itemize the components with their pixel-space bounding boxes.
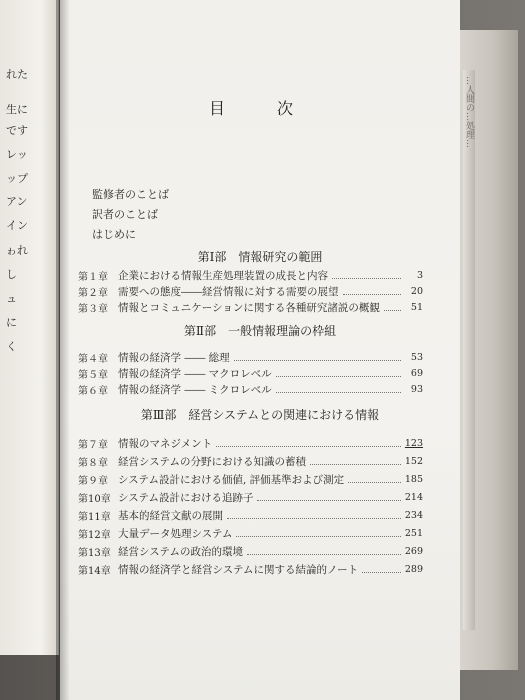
chapter-title: 情報とコミュニケーションに関する各種研究諸説の概観 — [118, 301, 380, 314]
chapter-number: 第８章 — [78, 457, 108, 469]
toc-entry[interactable] — [78, 454, 423, 468]
chapter-number: 第７章 — [78, 439, 108, 451]
chapter-number: 第３章 — [78, 303, 108, 315]
chapter-number: 第５章 — [78, 369, 108, 381]
chapter-title: 経営システムの分野における知識の蓄積 — [118, 455, 306, 468]
left-page-fragment: イン — [6, 219, 28, 232]
chapter-title: システム設計における価値, 評価基準および測定 — [118, 473, 345, 486]
chapter-title: 大量データ処理システム — [118, 527, 233, 540]
chapter-number: 第11章 — [78, 511, 111, 523]
toc-entry[interactable] — [78, 526, 423, 540]
page-number: 214 — [404, 491, 423, 503]
front-matter-item: はじめに — [92, 228, 136, 241]
toc-entry[interactable] — [78, 436, 423, 450]
left-page-fragment: ュ — [6, 292, 17, 305]
page-number: 289 — [404, 563, 423, 575]
left-page-fragment: に — [6, 316, 17, 329]
book-gutter-shadow — [56, 0, 70, 700]
page-number: 20 — [410, 285, 423, 297]
leader-dots — [216, 445, 401, 447]
chapter-number: 第10章 — [78, 493, 111, 505]
toc-entry[interactable] — [78, 300, 423, 314]
left-page-fragment: です — [6, 124, 28, 137]
toc-entry[interactable] — [78, 268, 423, 282]
chapter-number: 第６章 — [78, 385, 108, 397]
page-number: 269 — [404, 545, 423, 557]
chapter-title: 経営システムの政治的環境 — [118, 545, 243, 558]
part-heading: 第Ⅰ部 情報研究の範囲 — [197, 250, 323, 264]
chapter-title: 情報の経済学 ―― ミクロレベル — [118, 383, 272, 396]
leader-dots — [276, 391, 401, 393]
left-page-fragment: レッ — [6, 148, 28, 161]
toc-entry[interactable] — [78, 508, 423, 522]
chapter-number: 第９章 — [78, 475, 108, 487]
page-number: 234 — [404, 509, 423, 521]
leader-dots — [227, 517, 401, 519]
chapter-title: システム設計における追跡子 — [118, 491, 254, 504]
page-title: 目 次 — [208, 99, 311, 118]
left-page-fragment: 生に — [6, 103, 28, 116]
toc-entry[interactable] — [78, 350, 423, 364]
toc-entry[interactable] — [78, 472, 423, 486]
toc-page — [60, 0, 460, 700]
page-number: 185 — [404, 473, 423, 485]
leader-dots — [310, 463, 401, 465]
toc-entry[interactable] — [78, 284, 423, 298]
toc-entry[interactable] — [78, 366, 423, 380]
left-facing-page — [0, 0, 59, 655]
page-number: 51 — [410, 301, 423, 313]
leader-dots — [257, 499, 400, 501]
page-number: 3 — [416, 269, 423, 281]
leader-dots — [332, 277, 401, 279]
leader-dots — [362, 571, 401, 573]
chapter-title: 情報のマネジメント — [118, 437, 213, 450]
chapter-number: 第４章 — [78, 353, 108, 365]
toc-entry[interactable] — [78, 562, 423, 576]
chapter-title: 基本的経営文献の展開 — [118, 509, 223, 522]
left-page-fragment: ップ — [6, 172, 28, 185]
chapter-number: 第14章 — [78, 565, 111, 577]
page-edge-strip — [463, 70, 475, 630]
page-number: 93 — [410, 383, 423, 395]
page-number: 251 — [404, 527, 423, 539]
page-number: 69 — [410, 367, 423, 379]
page-number: 123 — [404, 437, 423, 449]
left-page-fragment: し — [6, 268, 17, 281]
page-number: 53 — [410, 351, 423, 363]
left-page-fragment: く — [6, 340, 17, 353]
leader-dots — [236, 535, 400, 537]
leader-dots — [343, 293, 402, 295]
front-matter-item: 訳者のことば — [92, 208, 158, 221]
page-number: 152 — [404, 455, 423, 467]
chapter-number: 第２章 — [78, 287, 108, 299]
leader-dots — [234, 359, 401, 361]
toc-entry[interactable] — [78, 382, 423, 396]
front-matter-item: 監修者のことば — [92, 188, 169, 201]
left-page-fragment: ゎれ — [6, 244, 28, 257]
chapter-title: 需要への態度――経営情報に対する需要の展望 — [118, 285, 339, 298]
leader-dots — [276, 375, 401, 377]
leader-dots — [247, 553, 401, 555]
chapter-number: 第12章 — [78, 529, 111, 541]
chapter-title: 企業における情報生産処理装置の成長と内容 — [118, 269, 328, 282]
part-heading: 第Ⅲ部 経営システムとの関連における情報 — [140, 408, 380, 422]
toc-entry[interactable] — [78, 544, 423, 558]
chapter-number: 第13章 — [78, 547, 111, 559]
leader-dots — [348, 481, 401, 483]
part-heading: 第Ⅱ部 一般情報理論の枠組 — [183, 324, 337, 338]
chapter-title: 情報の経済学と経営システムに関する結論的ノート — [118, 563, 359, 576]
leader-dots — [384, 309, 401, 311]
chapter-title: 情報の経済学 ―― 総理 — [118, 351, 230, 364]
left-page-fragment: れた — [6, 68, 28, 81]
edge-faint-text: …人間の…処理… — [464, 76, 474, 148]
chapter-number: 第１章 — [78, 271, 108, 283]
chapter-title: 情報の経済学 ―― マクロレベル — [118, 367, 272, 380]
toc-entry[interactable] — [78, 490, 423, 504]
left-page-fragment: アン — [6, 195, 28, 208]
